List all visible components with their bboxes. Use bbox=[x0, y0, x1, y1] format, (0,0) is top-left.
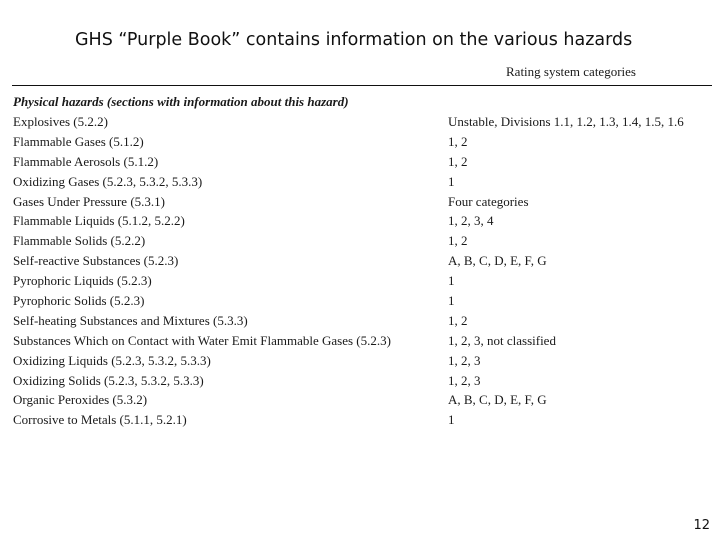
hazard-name: Self-reactive Substances (5.2.3) bbox=[13, 253, 179, 269]
hazard-name: Gases Under Pressure (5.3.1) bbox=[13, 193, 165, 209]
rating-categories: A, B, C, D, E, F, G bbox=[448, 253, 547, 269]
table-rows bbox=[12, 114, 712, 432]
hazard-name: Pyrophoric Liquids (5.2.3) bbox=[13, 273, 152, 289]
hazard-name: Flammable Liquids (5.1.2, 5.2.2) bbox=[13, 213, 185, 229]
table-row bbox=[12, 213, 712, 233]
rating-categories: 1 bbox=[448, 293, 455, 309]
rating-categories: 1, 2, 3 bbox=[448, 372, 481, 388]
table-row bbox=[12, 333, 712, 353]
hazard-name: Oxidizing Gases (5.2.3, 5.3.2, 5.3.3) bbox=[13, 173, 203, 189]
table-row bbox=[12, 293, 712, 313]
slide-title: GHS “Purple Book” contains information on the various hazards bbox=[75, 30, 633, 50]
table-row bbox=[12, 412, 712, 432]
rating-categories: 1 bbox=[448, 173, 455, 189]
hazard-name: Self-heating Substances and Mixtures (5.3.3) bbox=[13, 312, 248, 328]
hazard-name: Pyrophoric Solids (5.2.3) bbox=[13, 293, 145, 309]
rating-categories: 1, 2 bbox=[448, 312, 468, 328]
hazard-name: Oxidizing Liquids (5.2.3, 5.3.2, 5.3.3) bbox=[13, 352, 211, 368]
table-row bbox=[12, 273, 712, 293]
rating-categories: Unstable, Divisions 1.1, 1.2, 1.3, 1.4, 1.5, 1.6 bbox=[448, 114, 684, 129]
hazard-name: Substances Which on Contact with Water Emit Flammable Gases (5.2.3) bbox=[13, 332, 391, 348]
table-row bbox=[12, 134, 712, 154]
table-row bbox=[12, 194, 712, 214]
rating-categories: Four categories bbox=[448, 193, 529, 209]
table-row bbox=[12, 154, 712, 174]
hazard-name: Flammable Aerosols (5.1.2) bbox=[13, 153, 159, 169]
hazard-table bbox=[12, 60, 712, 430]
table-row bbox=[12, 174, 712, 194]
table-row bbox=[12, 353, 712, 373]
rating-categories: 1, 2, 3 bbox=[448, 352, 481, 368]
hazard-name: Organic Peroxides (5.3.2) bbox=[13, 392, 148, 408]
rating-categories: 1, 2 bbox=[448, 233, 468, 249]
hazard-name: Flammable Gases (5.1.2) bbox=[13, 133, 144, 149]
table-row bbox=[12, 114, 712, 134]
page-number: 12 bbox=[693, 518, 710, 533]
hazard-name: Corrosive to Metals (5.1.1, 5.2.1) bbox=[13, 412, 187, 428]
rating-categories: 1, 2 bbox=[448, 153, 468, 169]
rating-categories: 1 bbox=[448, 273, 455, 289]
table-row bbox=[12, 233, 712, 253]
table-row bbox=[12, 253, 712, 273]
rating-categories: 1, 2 bbox=[448, 133, 468, 149]
column-header-rating: Rating system categories bbox=[506, 64, 636, 79]
hazard-name: Explosives (5.2.2) bbox=[13, 114, 108, 129]
rating-categories: 1 bbox=[448, 412, 455, 428]
header-divider bbox=[12, 85, 712, 86]
table-row bbox=[12, 373, 712, 393]
hazard-name: Oxidizing Solids (5.2.3, 5.3.2, 5.3.3) bbox=[13, 372, 204, 388]
table-row bbox=[12, 313, 712, 333]
rating-categories: 1, 2, 3, not classified bbox=[448, 332, 556, 348]
hazard-name: Flammable Solids (5.2.2) bbox=[13, 233, 146, 249]
section-heading: Physical hazards (sections with information about this hazard) bbox=[13, 94, 349, 109]
table-row bbox=[12, 392, 712, 412]
rating-categories: A, B, C, D, E, F, G bbox=[448, 392, 547, 408]
rating-categories: 1, 2, 3, 4 bbox=[448, 213, 494, 229]
